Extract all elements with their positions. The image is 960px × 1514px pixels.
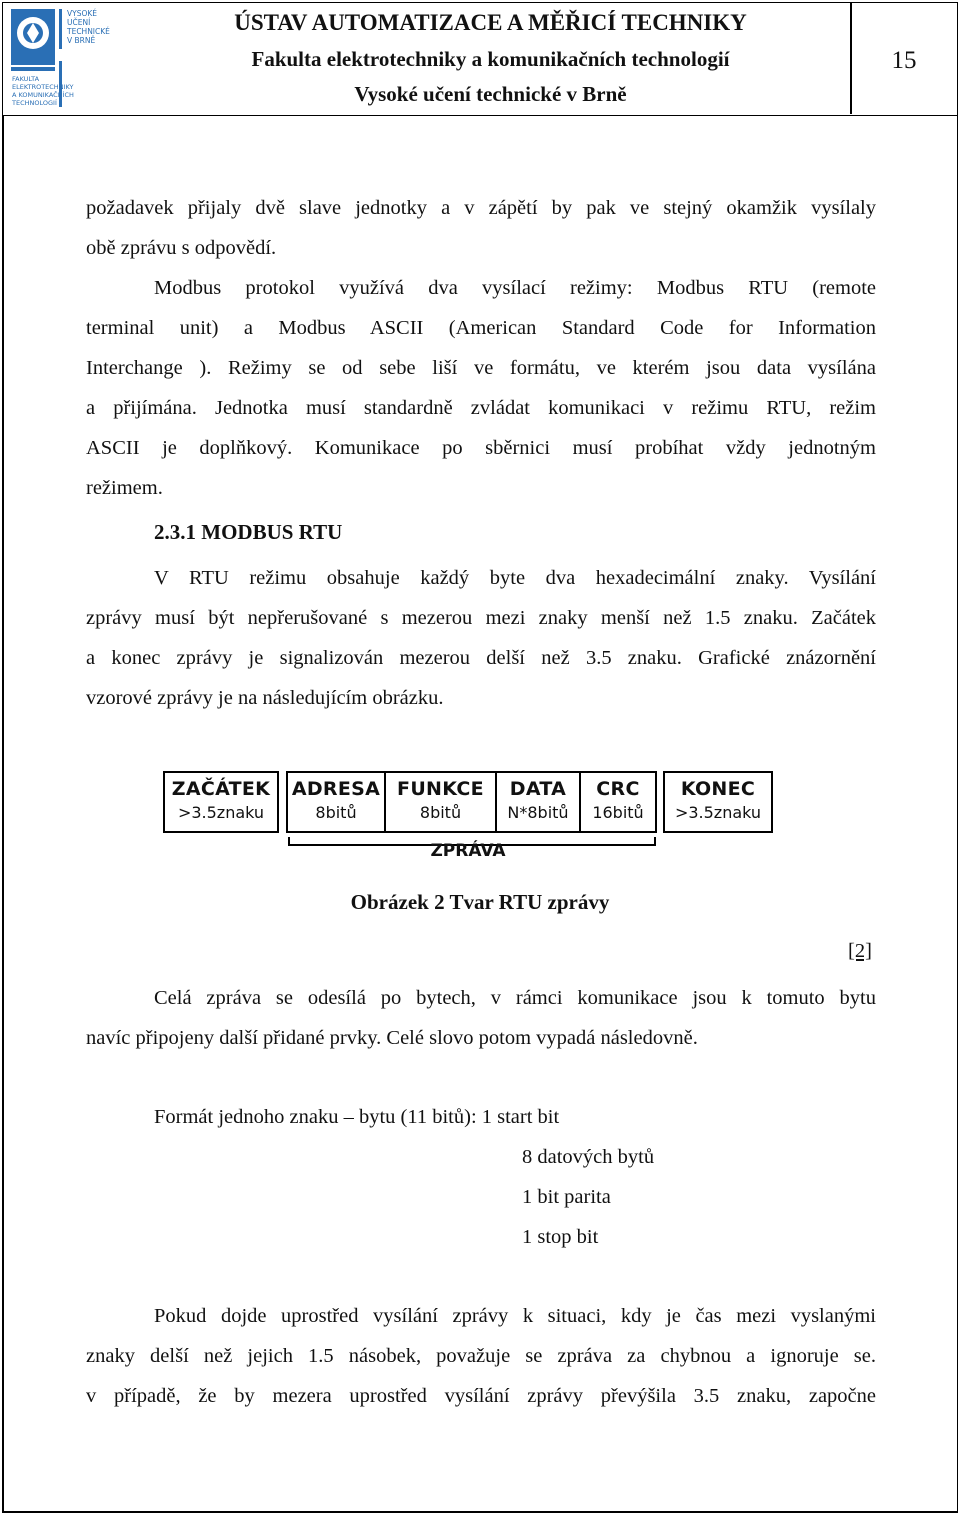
paragraph-2 [86,268,876,508]
faculty-name: Fakulta elektrotechniky a komunikačních technologií [251,47,730,71]
text-line: v případě, že by mezera uprostřed vysílání zprávy převýšila 3.5 znaku, započne [86,1385,876,1407]
figure-box-data [495,771,581,833]
format-item: 1 stop bit [522,1226,599,1248]
text-line: Celá zpráva se odesílá po bytech, v rámci komunikace jsou k tomuto bytu [154,987,876,1009]
logo-text-2: UČENÍ [67,18,91,27]
box-subtitle: >3.5znaku [177,803,265,822]
text-line: navíc připojeny další přidané prvky. Celé slovo potom vypadá následovně. [86,1027,698,1049]
text-line: požadavek přijaly dvě slave jednotky a v zápětí by pak ve stejný okamžik vysílaly [86,197,876,219]
box-subtitle: 8bitů [315,803,357,822]
section-heading: 2.3.1 MODBUS RTU [154,520,343,544]
university-logo [3,3,131,114]
text-line: zprávy musí být nepřerušované s mezerou mezi znaky menší než 1.5 znaku. Začátek [86,607,876,629]
box-title: ZAČÁTEK [171,778,271,800]
box-subtitle: 16bitů [592,803,644,822]
institute-name: ÚSTAV AUTOMATIZACE A MĚŘICÍ TECHNIKY [234,10,747,35]
brace-label: ZPRÁVA [430,841,506,861]
text-line: znaky delší než jejich 1.5 násobek, považuje se zpráva za chybnou a ignoruje se. [86,1345,876,1367]
figure-box-start [163,771,279,833]
page-header [2,2,958,116]
text-line: Interchange ). Režimy se od sebe liší ve formátu, ve kterém jsou data vysílána [86,357,876,379]
figure-box-address [286,771,386,833]
page-frame-bottom [2,1511,958,1513]
rtu-message-figure [163,771,773,871]
text-line: a přijímána. Jednotka musí standardně zvládat komunikaci v režimu RTU, režim [86,397,876,419]
text-line: V RTU režimu obsahuje každý byte dva hexadecimální znaky. Vysílání [154,567,876,589]
university-name: Vysoké učení technické v Brně [354,82,627,106]
text-line: Modbus protokol využívá dva vysílací režimy: Modbus RTU (remote [154,277,876,299]
box-title: DATA [509,778,567,800]
paragraph-4 [86,978,876,1058]
logo-text-3: TECHNICKÉ [67,27,110,36]
text-line: Pokud dojde uprostřed vysílání zprávy k situaci, kdy je čas mezi vyslanými [154,1305,876,1327]
logo-faculty-1: FAKULTA [12,75,40,83]
text-line: ASCII je doplňkový. Komunikace po sběrnici musí probíhat vždy jednotným [86,437,876,459]
box-subtitle: 8bitů [419,803,462,822]
paragraph-3 [86,558,876,718]
logo-text-4: V BRNĚ [67,36,96,45]
logo-graphic [3,3,131,114]
logo-faculty-2: ELEKTROTECHNIKY [12,83,74,91]
page-frame-left [2,116,4,1512]
box-title: CRC [596,778,640,800]
figure-caption: Obrázek 2 Tvar RTU zprávy [350,890,610,914]
text-line: a konec zprávy je signalizován mezerou delší než 3.5 znaku. Grafické znázornění [86,647,876,669]
box-title: KONEC [680,778,756,800]
box-title: ADRESA [291,778,381,800]
text-line: vzorové zprávy je na následujícím obrázku. [86,687,444,709]
box-subtitle: N*8bitů [507,803,569,822]
figure-box-function [384,771,497,833]
reference-link[interactable]: [2] [848,940,872,962]
box-title: FUNKCE [397,778,484,800]
box-subtitle: >3.5znaku [674,803,762,822]
paragraph-5 [86,1296,876,1416]
page-frame-right [957,116,959,1512]
paragraph-1 [86,188,876,268]
text-line: režimem. [86,477,163,499]
text-line: terminal unit) a Modbus ASCII (American Standard Code for Information [86,317,876,339]
logo-text-1: VYSOKÉ [67,9,98,18]
logo-faculty-4: TECHNOLOGIÍ [12,99,57,107]
figure-box-end [663,771,773,833]
format-item: 1 bit parita [522,1186,611,1208]
page-number: 15 [891,47,917,74]
format-item: 8 datových bytů [522,1146,655,1168]
figure-box-crc [579,771,657,833]
format-label: Formát jednoho znaku – bytu (11 bitů): 1 start bit [154,1106,560,1128]
logo-faculty-3: A KOMUNIKAČNÍCH [12,91,74,99]
text-line: obě zprávu s odpovědí. [86,237,277,259]
